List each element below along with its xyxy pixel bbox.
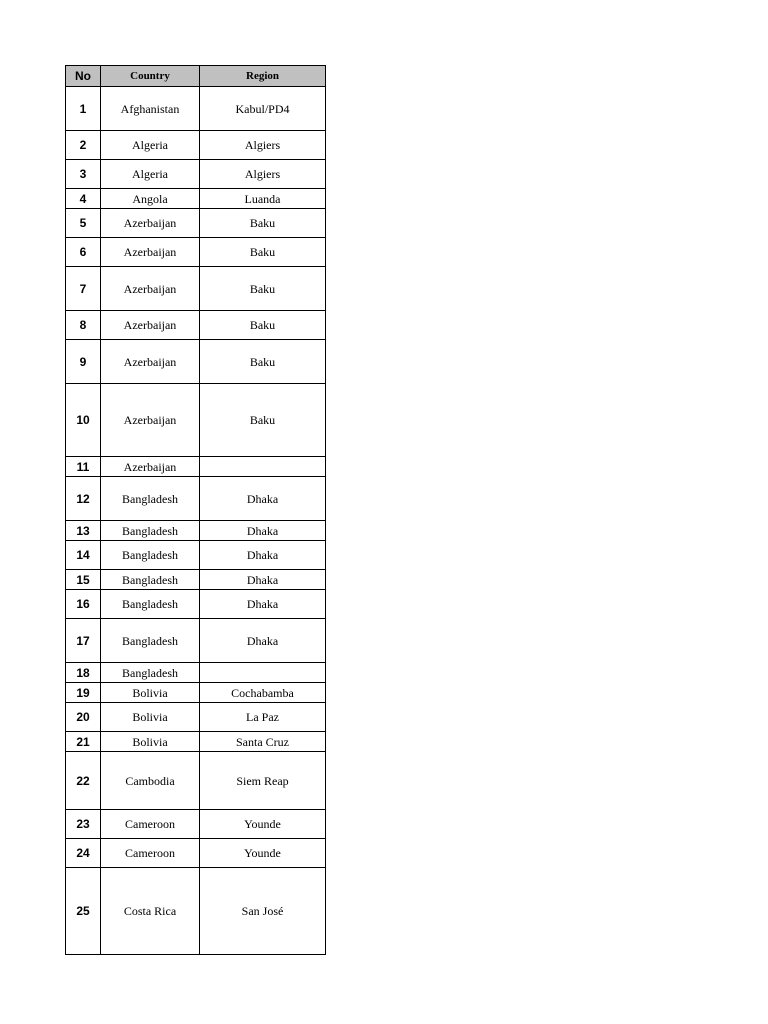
row-number: 10: [66, 384, 101, 457]
row-number: 21: [66, 732, 101, 752]
table-row: [66, 541, 326, 570]
row-country: Azerbaijan: [101, 340, 200, 384]
row-country: Bangladesh: [101, 477, 200, 521]
row-region: Baku: [200, 267, 326, 311]
row-number: 24: [66, 839, 101, 868]
row-region: [200, 663, 326, 683]
row-country: Cameroon: [101, 810, 200, 839]
table-row: [66, 267, 326, 311]
row-region: Siem Reap: [200, 752, 326, 810]
row-number: 20: [66, 703, 101, 732]
table-row: [66, 732, 326, 752]
row-number: 2: [66, 131, 101, 160]
table-row: [66, 209, 326, 238]
row-country: Azerbaijan: [101, 384, 200, 457]
table-row: [66, 238, 326, 267]
country-region-table: [65, 65, 326, 955]
table-row: [66, 810, 326, 839]
table-row: [66, 131, 326, 160]
row-region: Cochabamba: [200, 683, 326, 703]
row-number: 22: [66, 752, 101, 810]
row-region: Baku: [200, 311, 326, 340]
row-region: Dhaka: [200, 590, 326, 619]
row-country: Cameroon: [101, 839, 200, 868]
table-row: [66, 752, 326, 810]
row-region: Younde: [200, 810, 326, 839]
table-row: [66, 457, 326, 477]
row-number: 18: [66, 663, 101, 683]
row-region: San José: [200, 868, 326, 955]
row-region: [200, 457, 326, 477]
row-country: Azerbaijan: [101, 311, 200, 340]
row-number: 4: [66, 189, 101, 209]
table-row: [66, 189, 326, 209]
row-country: Bangladesh: [101, 570, 200, 590]
header-row: [66, 66, 326, 87]
header-country: Country: [101, 66, 200, 87]
table-row: [66, 521, 326, 541]
row-country: Azerbaijan: [101, 238, 200, 267]
row-number: 5: [66, 209, 101, 238]
row-country: Bolivia: [101, 683, 200, 703]
row-country: Algeria: [101, 160, 200, 189]
row-region: Baku: [200, 340, 326, 384]
row-number: 19: [66, 683, 101, 703]
row-number: 7: [66, 267, 101, 311]
row-region: Algiers: [200, 131, 326, 160]
table-row: [66, 384, 326, 457]
row-region: Santa Cruz: [200, 732, 326, 752]
row-number: 9: [66, 340, 101, 384]
row-number: 3: [66, 160, 101, 189]
row-region: Baku: [200, 238, 326, 267]
row-region: Baku: [200, 209, 326, 238]
table-row: [66, 868, 326, 955]
table-row: [66, 590, 326, 619]
row-country: Cambodia: [101, 752, 200, 810]
row-country: Algeria: [101, 131, 200, 160]
row-region: Algiers: [200, 160, 326, 189]
row-number: 16: [66, 590, 101, 619]
row-country: Bangladesh: [101, 590, 200, 619]
row-country: Bangladesh: [101, 541, 200, 570]
row-region: Luanda: [200, 189, 326, 209]
row-country: Bolivia: [101, 732, 200, 752]
row-region: Dhaka: [200, 521, 326, 541]
row-region: Dhaka: [200, 477, 326, 521]
table-row: [66, 619, 326, 663]
row-country: Afghanistan: [101, 87, 200, 131]
table-row: [66, 160, 326, 189]
table-row: [66, 570, 326, 590]
row-region: Kabul/PD4: [200, 87, 326, 131]
row-number: 13: [66, 521, 101, 541]
table-row: [66, 839, 326, 868]
row-number: 25: [66, 868, 101, 955]
row-number: 17: [66, 619, 101, 663]
row-region: Baku: [200, 384, 326, 457]
row-country: Bangladesh: [101, 619, 200, 663]
row-number: 8: [66, 311, 101, 340]
row-country: Azerbaijan: [101, 209, 200, 238]
row-number: 11: [66, 457, 101, 477]
row-country: Bangladesh: [101, 663, 200, 683]
table-row: [66, 87, 326, 131]
row-region: La Paz: [200, 703, 326, 732]
row-country: Azerbaijan: [101, 267, 200, 311]
row-number: 1: [66, 87, 101, 131]
row-number: 12: [66, 477, 101, 521]
row-number: 23: [66, 810, 101, 839]
table-row: [66, 703, 326, 732]
row-country: Azerbaijan: [101, 457, 200, 477]
row-country: Bangladesh: [101, 521, 200, 541]
row-country: Angola: [101, 189, 200, 209]
row-region: Dhaka: [200, 541, 326, 570]
row-country: Bolivia: [101, 703, 200, 732]
table-row: [66, 340, 326, 384]
table-row: [66, 477, 326, 521]
row-country: Costa Rica: [101, 868, 200, 955]
table-row: [66, 663, 326, 683]
row-region: Younde: [200, 839, 326, 868]
header-region: Region: [200, 66, 326, 87]
table-row: [66, 683, 326, 703]
row-region: Dhaka: [200, 570, 326, 590]
table-row: [66, 311, 326, 340]
row-number: 14: [66, 541, 101, 570]
row-number: 15: [66, 570, 101, 590]
header-no: No: [66, 66, 101, 87]
row-region: Dhaka: [200, 619, 326, 663]
row-number: 6: [66, 238, 101, 267]
